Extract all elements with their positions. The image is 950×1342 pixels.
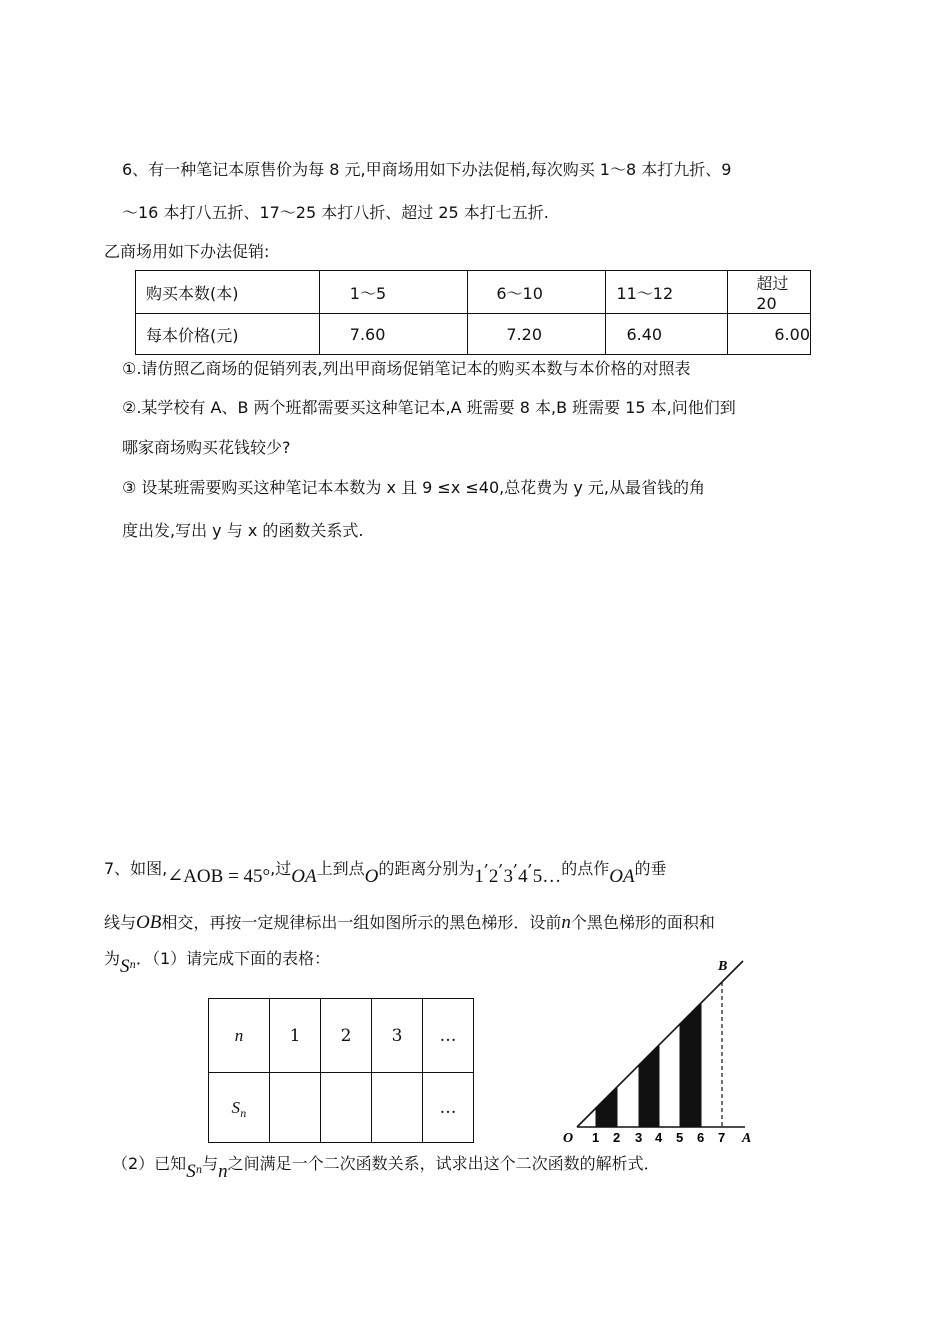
distance-4: 4 xyxy=(518,866,528,887)
q7-text: 个黑色梯形的面积和 xyxy=(570,913,715,932)
distance-5: 5… xyxy=(532,866,562,887)
black-trapezoid-1 xyxy=(596,1087,617,1127)
q7-paragraph-line3 xyxy=(104,948,331,977)
q7-paragraph-line2 xyxy=(104,912,715,934)
black-trapezoid-2 xyxy=(639,1045,659,1127)
comma: , xyxy=(527,851,533,870)
tick-label-6: 6 xyxy=(697,1130,705,1145)
comma: , xyxy=(513,851,519,870)
tick-label-7: 7 xyxy=(718,1130,726,1145)
table-cell: 1 xyxy=(270,999,321,1073)
point-o: O xyxy=(364,866,379,887)
tick-label-5: 5 xyxy=(676,1130,684,1145)
variable-s: S xyxy=(120,956,130,977)
table-cell: 2 xyxy=(321,999,372,1073)
q7-part2 xyxy=(112,1153,660,1182)
q7-text: 与 xyxy=(202,1154,219,1173)
table-row xyxy=(209,1073,474,1143)
table-row xyxy=(136,314,811,355)
label-a: A xyxy=(742,1131,752,1145)
variable-s: S xyxy=(231,1097,241,1117)
q6-line2: ～16 本打八五折、17～25 本打八折、超过 25 本打七五折. xyxy=(122,203,549,222)
segment-oa: OA xyxy=(291,866,317,887)
label-b: B xyxy=(718,959,728,974)
comma: , xyxy=(498,851,504,870)
q7-text: 为 xyxy=(104,949,121,968)
subscript-n: n xyxy=(129,960,136,971)
q7-text: 的垂 xyxy=(634,859,667,878)
table-cell: 6.40 xyxy=(606,314,728,355)
table-cell: 6.00 xyxy=(728,314,811,355)
q7-text: 7、如图, xyxy=(104,859,168,878)
tick-label-3: 3 xyxy=(635,1130,643,1145)
distance-2: 2 xyxy=(488,866,499,887)
q7-text: 的点作 xyxy=(561,859,610,878)
table-cell: 7.20 xyxy=(468,314,606,355)
table-cell xyxy=(321,1073,372,1143)
tick-label-1: 1 xyxy=(592,1130,600,1145)
q6-line3: 乙商场用如下办法促销: xyxy=(104,242,270,261)
variable-n: n xyxy=(218,1161,228,1182)
table-cell: 3 xyxy=(372,999,423,1073)
table-cell xyxy=(209,1073,270,1143)
distance-1: 1 xyxy=(474,866,484,887)
q7-area-table xyxy=(208,998,474,1143)
subscript-n: n xyxy=(195,1165,203,1176)
q7-text: （2）已知 xyxy=(112,1154,187,1173)
table-cell: … xyxy=(423,999,474,1073)
q7-text: ．（1）请完成下面的表格： xyxy=(135,949,331,968)
variable-n: n xyxy=(561,912,571,933)
trapezoid-figure xyxy=(555,955,770,1145)
q6-sub2-line1: ②.某学校有 A、B 两个班都需要买这种笔记本,A 班需要 8 本,B 班需要 15 本,问他们到 xyxy=(122,398,736,417)
q7-text: 上到点 xyxy=(316,859,365,878)
table-cell: 购买本数(本) xyxy=(136,271,320,314)
label-o: O xyxy=(563,1131,574,1145)
q7-text: ,过 xyxy=(270,859,292,878)
q6-price-table xyxy=(135,270,811,355)
table-cell: n xyxy=(209,999,270,1073)
table-cell: 每本价格(元) xyxy=(136,314,320,355)
q7-text: 之间满足一个二次函数关系，试求出这个二次函数的解析式． xyxy=(227,1154,660,1173)
table-cell: 超过 20 xyxy=(728,271,811,314)
variable-s: S xyxy=(186,1161,196,1182)
table-cell xyxy=(270,1073,321,1143)
table-cell: 7.60 xyxy=(319,314,468,355)
table-row xyxy=(209,999,474,1073)
table-cell xyxy=(372,1073,423,1143)
subscript-n: n xyxy=(240,1108,247,1120)
table-row xyxy=(136,271,811,314)
table-cell: 11～12 xyxy=(606,271,728,314)
table-cell: 1～5 xyxy=(319,271,468,314)
q7-text: 的距离分别为 xyxy=(378,859,475,878)
segment-ob: OB xyxy=(136,912,162,933)
q6-sub3-line2: 度出发,写出 y 与 x 的函数关系式. xyxy=(122,521,364,540)
q6-line1: 6、有一种笔记本原售价为每 8 元,甲商场用如下办法促梢,每次购买 1～8 本打九折、9 xyxy=(122,160,732,179)
table-cell: 6～10 xyxy=(468,271,606,314)
table-cell: … xyxy=(423,1073,474,1143)
q7-paragraph-line1 xyxy=(104,851,667,887)
angle-expression: ∠AOB = 45° xyxy=(167,866,271,887)
tick-label-4: 4 xyxy=(655,1130,663,1145)
q7-text: 相交，再按一定规律标出一组如图所示的黑色梯形．设前 xyxy=(161,913,562,932)
q6-sub2-line2: 哪家商场购买花钱较少? xyxy=(122,438,291,457)
segment-oa: OA xyxy=(609,866,635,887)
comma: , xyxy=(483,851,489,870)
tick-label-2: 2 xyxy=(613,1130,621,1145)
distance-3: 3 xyxy=(503,866,514,887)
black-trapezoid-3 xyxy=(680,1003,701,1127)
q7-text: 线与 xyxy=(104,913,137,932)
q6-sub3-line1: ③ 设某班需要购买这种笔记本本数为 x 且 9 ≤x ≤40,总花费为 y 元,从最省钱的角 xyxy=(122,478,705,497)
q6-sub1: ①.请仿照乙商场的促销列表,列出甲商场促销笔记本的购买本数与本价格的对照表 xyxy=(122,359,691,378)
